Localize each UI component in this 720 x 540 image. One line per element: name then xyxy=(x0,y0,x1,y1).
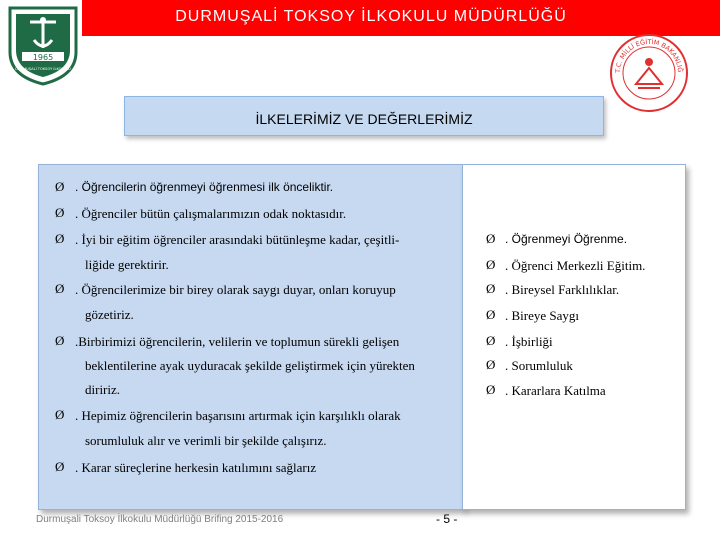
logo-year: 1965 xyxy=(32,53,54,62)
principle-item: . Öğrencilerimize bir birey olarak saygı duyar, onları koruyup xyxy=(75,282,396,297)
values-panel xyxy=(462,164,686,510)
principle-item: . Karar süreçlerine herkesin katılımını sağlarız xyxy=(75,460,317,475)
principle-item-continuation: sorumluluk alır ve verimli bir şekilde çalışırız. xyxy=(85,433,327,448)
bullet-arrow-icon: Ø xyxy=(55,333,65,348)
value-item: . Kararlara Katılma xyxy=(505,383,606,398)
ministry-logo xyxy=(608,32,690,114)
value-item: . Sorumluluk xyxy=(505,358,573,373)
school-logo xyxy=(4,2,82,86)
bullet-arrow-icon: Ø xyxy=(486,307,496,322)
principle-item: . Öğrenciler bütün çalışmalarımızın odak noktasıdır. xyxy=(75,206,347,221)
bullet-arrow-icon: Ø xyxy=(55,407,65,422)
page-number: - 5 - xyxy=(436,512,458,526)
value-item: . Bireye Saygı xyxy=(505,308,580,323)
header-bar xyxy=(82,0,720,36)
bullet-arrow-icon: Ø xyxy=(486,357,496,372)
logo-caption: DURMUŞALİ TOKSOY İLKOKULU xyxy=(15,67,71,71)
value-item: . İşbirliği xyxy=(505,334,553,349)
principle-item: . Hepimiz öğrencilerin başarısını artırmak için karşılıklı olarak xyxy=(75,408,401,423)
principle-item: .Birbirimizi öğrencilerin, velilerin ve toplumun sürekli gelişen xyxy=(75,334,400,349)
value-item: . Bireysel Farklılıklar. xyxy=(505,282,620,297)
slide-title-box xyxy=(124,96,604,136)
footer-text: Durmuşali Toksoy İlkokulu Müdürlüğü Brifing 2015-2016 xyxy=(36,514,284,525)
bullet-arrow-icon: Ø xyxy=(486,231,496,246)
principle-item-continuation: gözetiriz. xyxy=(85,307,134,322)
principle-item: . İyi bir eğitim öğrenciler arasındaki bütünleşme kadar, çeşitli- xyxy=(75,232,400,247)
principle-item-continuation: diririz. xyxy=(85,382,121,397)
bullet-arrow-icon: Ø xyxy=(486,281,496,296)
principle-item: . Öğrencilerin öğrenmeyi öğrenmesi ilk önceliktir. xyxy=(75,180,334,194)
bullet-arrow-icon: Ø xyxy=(55,459,65,474)
bullet-arrow-icon: Ø xyxy=(486,257,496,272)
bullet-arrow-icon: Ø xyxy=(55,231,65,246)
value-item: . Öğrenmeyi Öğrenme. xyxy=(505,232,628,246)
ministry-logo-text: T.C. MİLLİ EĞİTİM BAKANLIĞ xyxy=(613,37,685,74)
bullet-arrow-icon: Ø xyxy=(486,382,496,397)
header-title: DURMUŞALİ TOKSOY İLKOKULU MÜDÜRLÜĞÜ xyxy=(175,8,567,25)
slide-title: İLKELERİMİZ VE DEĞERLERİMİZ xyxy=(255,111,473,127)
bullet-arrow-icon: Ø xyxy=(55,179,65,194)
principle-item-continuation: liğide gerektirir. xyxy=(85,257,169,272)
value-item: . Öğrenci Merkezli Eğitim. xyxy=(505,258,646,273)
bullet-arrow-icon: Ø xyxy=(55,281,65,296)
principle-item-continuation: beklentilerine ayak uyduracak şekilde geliştirmek için yürekten xyxy=(85,358,415,373)
bullet-arrow-icon: Ø xyxy=(55,205,65,220)
bullet-arrow-icon: Ø xyxy=(486,333,496,348)
